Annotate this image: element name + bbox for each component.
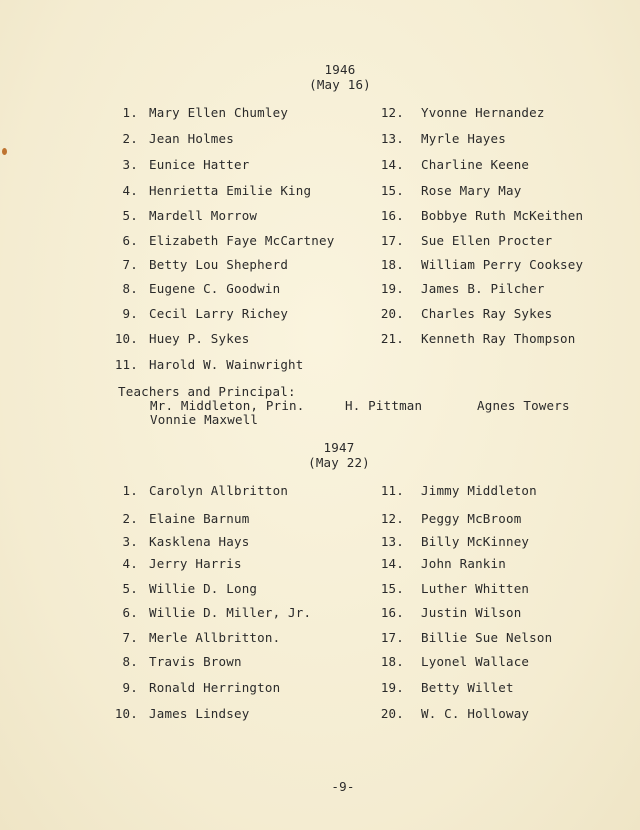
year-1947: 1947	[323, 440, 355, 455]
graduate-name: Kenneth Ray Thompson	[421, 331, 576, 346]
entry-number: 7.	[122, 630, 138, 645]
graduate-name: John Rankin	[421, 556, 506, 571]
entry-number: 9.	[122, 306, 138, 321]
entry-number: 2.	[122, 131, 138, 146]
graduate-name: Eugene C. Goodwin	[149, 281, 281, 296]
entry-number: 12.	[380, 105, 404, 120]
graduate-name: Elaine Barnum	[149, 511, 250, 526]
entry-number: 19.	[380, 281, 404, 296]
entry-number: 3.	[122, 534, 138, 549]
graduate-name: Betty Willet	[421, 680, 514, 695]
graduate-name: Huey P. Sykes	[149, 331, 250, 346]
graduate-name: James Lindsey	[149, 706, 250, 721]
entry-number: 5.	[122, 581, 138, 596]
entry-number: 18.	[380, 257, 404, 272]
graduate-name: Lyonel Wallace	[421, 654, 530, 669]
graduate-name: Jerry Harris	[149, 556, 242, 571]
graduate-name: Bobbye Ruth McKeithen	[421, 208, 584, 223]
entry-number: 6.	[122, 233, 138, 248]
graduate-name: Jean Holmes	[149, 131, 234, 146]
entry-number: 3.	[122, 157, 138, 172]
graduate-name: Carolyn Allbritton	[149, 483, 289, 498]
date-1947: (May 22)	[308, 455, 370, 470]
entry-number: 14.	[380, 556, 404, 571]
entry-number: 9.	[122, 680, 138, 695]
entry-number: 16.	[380, 605, 404, 620]
entry-number: 4.	[122, 183, 138, 198]
entry-number: 15.	[380, 183, 404, 198]
entry-number: 11.	[114, 357, 138, 372]
date-1946: (May 16)	[309, 77, 371, 92]
graduate-name: Travis Brown	[149, 654, 242, 669]
graduate-name: Ronald Herrington	[149, 680, 281, 695]
entry-number: 20.	[380, 706, 404, 721]
graduate-name: Mardell Morrow	[149, 208, 258, 223]
entry-number: 13.	[380, 131, 404, 146]
graduate-name: Myrle Hayes	[421, 131, 506, 146]
entry-number: 17.	[380, 630, 404, 645]
entry-number: 12.	[380, 511, 404, 526]
ink-stain	[2, 148, 7, 155]
graduate-name: Cecil Larry Richey	[149, 306, 289, 321]
entry-number: 18.	[380, 654, 404, 669]
graduate-name: Billy McKinney	[421, 534, 530, 549]
entry-number: 15.	[380, 581, 404, 596]
graduate-name: Sue Ellen Procter	[421, 233, 553, 248]
graduate-name: Charline Keene	[421, 157, 530, 172]
graduate-name: Henrietta Emilie King	[149, 183, 312, 198]
graduate-name: Billie Sue Nelson	[421, 630, 553, 645]
graduate-name: Willie D. Miller, Jr.	[149, 605, 312, 620]
entry-number: 21.	[380, 331, 404, 346]
teacher-towers: Agnes Towers	[477, 398, 570, 413]
entry-number: 19.	[380, 680, 404, 695]
graduate-name: Kasklena Hays	[149, 534, 250, 549]
year-1946: 1946	[324, 62, 356, 77]
graduate-name: Peggy McBroom	[421, 511, 522, 526]
entry-number: 1.	[122, 105, 138, 120]
entry-number: 10.	[114, 706, 138, 721]
graduate-name: Willie D. Long	[149, 581, 258, 596]
graduate-name: Luther Whitten	[421, 581, 530, 596]
graduate-name: Rose Mary May	[421, 183, 522, 198]
entry-number: 5.	[122, 208, 138, 223]
graduate-name: Yvonne Hernandez	[421, 105, 545, 120]
graduate-name: W. C. Holloway	[421, 706, 530, 721]
entry-number: 13.	[380, 534, 404, 549]
page-number: -9-	[331, 779, 355, 794]
entry-number: 10.	[114, 331, 138, 346]
graduate-name: William Perry Cooksey	[421, 257, 584, 272]
graduate-name: Betty Lou Shepherd	[149, 257, 289, 272]
graduate-name: Merle Allbritton.	[149, 630, 281, 645]
graduate-name: Harold W. Wainwright	[149, 357, 304, 372]
graduate-name: Eunice Hatter	[149, 157, 250, 172]
entry-number: 20.	[380, 306, 404, 321]
entry-number: 16.	[380, 208, 404, 223]
graduate-name: Charles Ray Sykes	[421, 306, 553, 321]
graduate-name: Jimmy Middleton	[421, 483, 537, 498]
graduate-name: James B. Pilcher	[421, 281, 545, 296]
teachers-heading: Teachers and Principal:	[118, 384, 296, 399]
entry-number: 17.	[380, 233, 404, 248]
entry-number: 4.	[122, 556, 138, 571]
entry-number: 6.	[122, 605, 138, 620]
entry-number: 11.	[380, 483, 404, 498]
teacher-principal: Mr. Middleton, Prin.	[150, 398, 305, 413]
entry-number: 14.	[380, 157, 404, 172]
teacher-maxwell: Vonnie Maxwell	[150, 412, 259, 427]
entry-number: 7.	[122, 257, 138, 272]
entry-number: 2.	[122, 511, 138, 526]
graduate-name: Elizabeth Faye McCartney	[149, 233, 335, 248]
graduate-name: Justin Wilson	[421, 605, 522, 620]
graduate-name: Mary Ellen Chumley	[149, 105, 289, 120]
entry-number: 8.	[122, 654, 138, 669]
entry-number: 8.	[122, 281, 138, 296]
teacher-pittman: H. Pittman	[345, 398, 423, 413]
entry-number: 1.	[122, 483, 138, 498]
